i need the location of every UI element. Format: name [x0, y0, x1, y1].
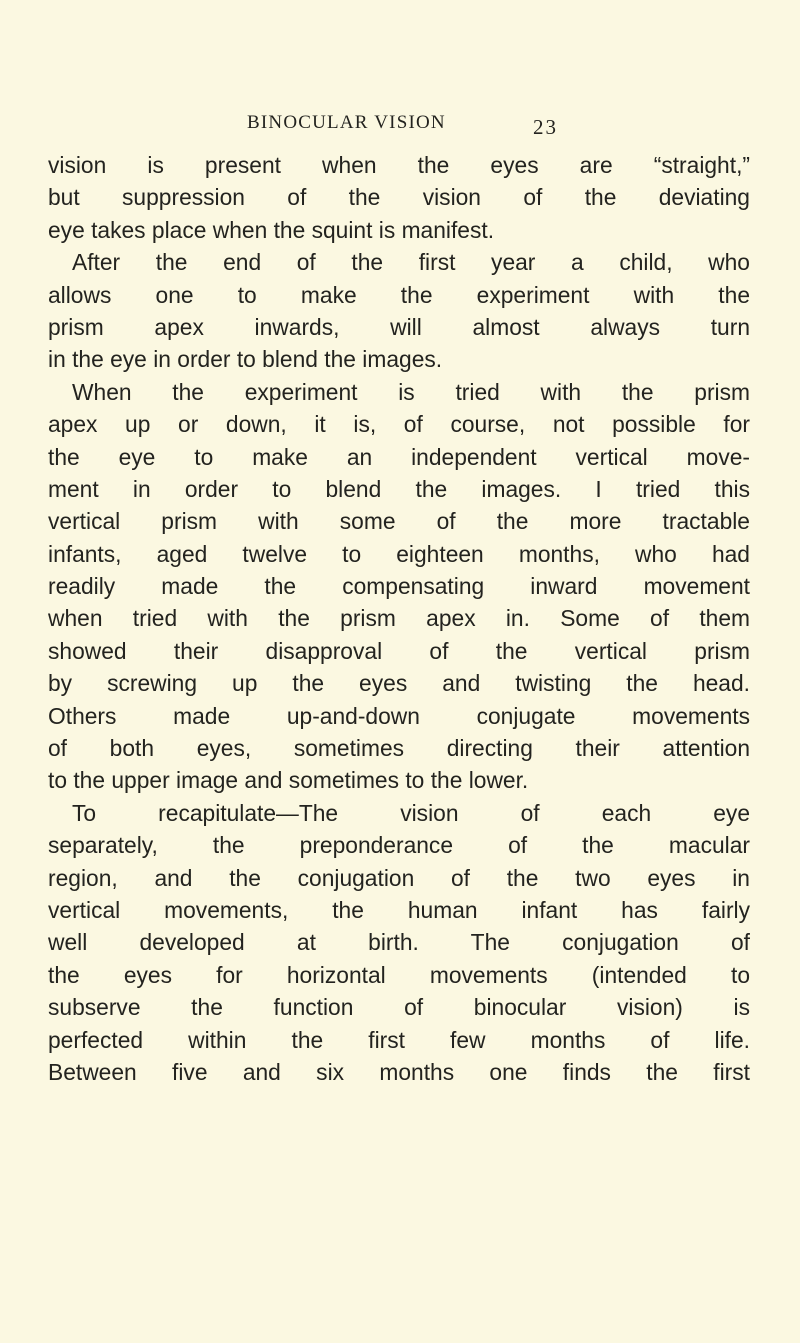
- text-line: vertical movements, the human infant has fairly: [48, 896, 750, 923]
- text-line: Between five and six months one finds the first: [48, 1058, 750, 1085]
- text-line: the eyes for horizontal movements (intended to: [48, 961, 750, 988]
- text-line: readily made the compensating inward movement: [48, 573, 750, 600]
- text-line: vision is present when the eyes are “straight,”: [48, 152, 750, 178]
- text-line: well developed at birth. The conjugation of: [48, 929, 750, 956]
- running-head: [247, 112, 577, 142]
- text-line: showed their disapproval of the vertical prism: [48, 637, 750, 664]
- text-line: prism apex inwards, will almost always turn: [48, 313, 750, 340]
- running-head-title: BINOCULAR VISION: [247, 112, 446, 133]
- text-line: in the eye in order to blend the images.: [48, 346, 443, 373]
- text-line: eye takes place when the squint is manifest.: [48, 216, 495, 243]
- text-line: to the upper image and sometimes to the lower.: [48, 767, 529, 794]
- text-line: when tried with the prism apex in. Some of them: [48, 605, 750, 632]
- text-line: by screwing up the eyes and twisting the head.: [48, 670, 750, 697]
- text-line: infants, aged twelve to eighteen months, who had: [48, 540, 750, 567]
- text-line: vertical prism with some of the more tractable: [48, 508, 750, 535]
- paragraph-start-line: After the end of the first year a child, who: [72, 249, 750, 276]
- body-text: [48, 149, 750, 1088]
- paragraph-start-line: When the experiment is tried with the prism: [72, 378, 750, 405]
- text-line: but suppression of the vision of the deviating: [48, 184, 750, 211]
- text-line: of both eyes, sometimes directing their attention: [48, 735, 750, 762]
- text-line: ment in order to blend the images. I tried this: [48, 475, 750, 502]
- text-line: the eye to make an independent vertical move-: [48, 443, 750, 470]
- paragraph-start-line: To recapitulate—The vision of each eye: [72, 799, 750, 826]
- text-line: subserve the function of binocular vision) is: [48, 994, 750, 1021]
- text-line: Others made up-and-down conjugate movements: [48, 702, 750, 729]
- text-line: region, and the conjugation of the two eyes in: [48, 864, 750, 891]
- text-line: perfected within the first few months of life.: [48, 1026, 750, 1053]
- text-line: apex up or down, it is, of course, not possible for: [48, 411, 750, 438]
- page-number: 23: [533, 115, 558, 139]
- text-line: allows one to make the experiment with the: [48, 281, 750, 308]
- text-line: separately, the preponderance of the macular: [48, 832, 750, 859]
